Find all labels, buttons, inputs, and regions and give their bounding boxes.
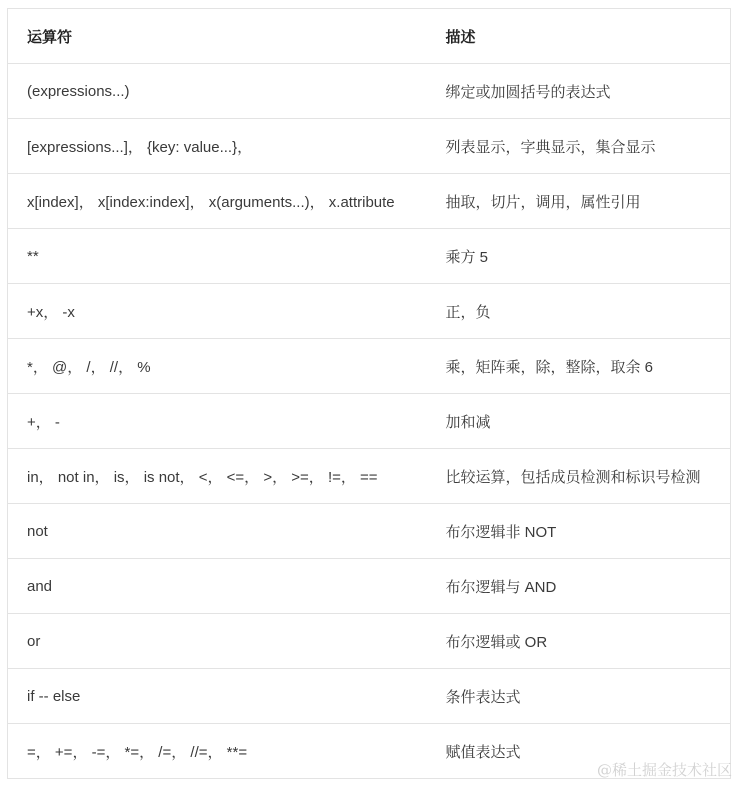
operator-precedence-table xyxy=(7,8,731,779)
operator-cell: +x， -x xyxy=(27,303,75,321)
operator-cell: and xyxy=(27,577,53,595)
operator-cell: (expressions...) xyxy=(27,82,130,100)
operator-cell: ** xyxy=(27,247,39,265)
table-row xyxy=(8,449,731,504)
table-row xyxy=(8,119,731,174)
description-cell: 绑定或加圆括号的表达式 xyxy=(445,83,611,101)
table-row xyxy=(8,669,731,724)
operator-cell: not xyxy=(27,522,48,540)
table-row xyxy=(8,229,731,284)
description-cell: 正，负 xyxy=(445,303,491,321)
description-cell: 赋值表达式 xyxy=(445,743,521,761)
table-header-row xyxy=(8,9,731,64)
description-cell: 抽取，切片，调用，属性引用 xyxy=(445,193,641,211)
operator-cell: *， @， /， //， % xyxy=(27,358,151,376)
description-cell: 布尔逻辑非 NOT xyxy=(445,523,557,541)
description-cell: 条件表达式 xyxy=(445,688,521,706)
description-cell: 布尔逻辑与 AND xyxy=(445,578,557,596)
description-cell: 乘，矩阵乘，除，整除，取余 6 xyxy=(445,358,654,376)
table-row xyxy=(8,394,731,449)
table-row xyxy=(8,284,731,339)
header-description: 描述 xyxy=(445,28,476,46)
description-cell: 乘方 5 xyxy=(445,248,489,266)
table-row xyxy=(8,504,731,559)
description-cell: 布尔逻辑或 OR xyxy=(445,633,548,651)
table-row xyxy=(8,559,731,614)
table-row xyxy=(8,174,731,229)
watermark: @稀土掘金技术社区 xyxy=(596,761,732,779)
operator-cell: x[index]， x[index:index]， x(arguments...)， x.attribute xyxy=(27,193,395,211)
operator-cell: or xyxy=(27,632,41,650)
operator-cell: =， +=， -=， *=， /=， //=， **= xyxy=(27,743,248,761)
description-cell: 比较运算，包括成员检测和标识号检测 xyxy=(445,468,701,486)
operator-cell: +， - xyxy=(27,413,60,431)
operator-cell: if -- else xyxy=(27,687,81,705)
table-row xyxy=(8,614,731,669)
description-cell: 加和减 xyxy=(445,413,491,431)
header-operator: 运算符 xyxy=(27,28,73,46)
table-row xyxy=(8,339,731,394)
table-row xyxy=(8,64,731,119)
operator-cell: [expressions...]， {key: value...}， xyxy=(27,138,253,156)
operator-cell: in， not in， is， is not， <， <=， >， >=， !=， == xyxy=(27,468,378,486)
operator-precedence-table-container xyxy=(7,8,730,779)
description-cell: 列表显示，字典显示，集合显示 xyxy=(445,138,656,156)
